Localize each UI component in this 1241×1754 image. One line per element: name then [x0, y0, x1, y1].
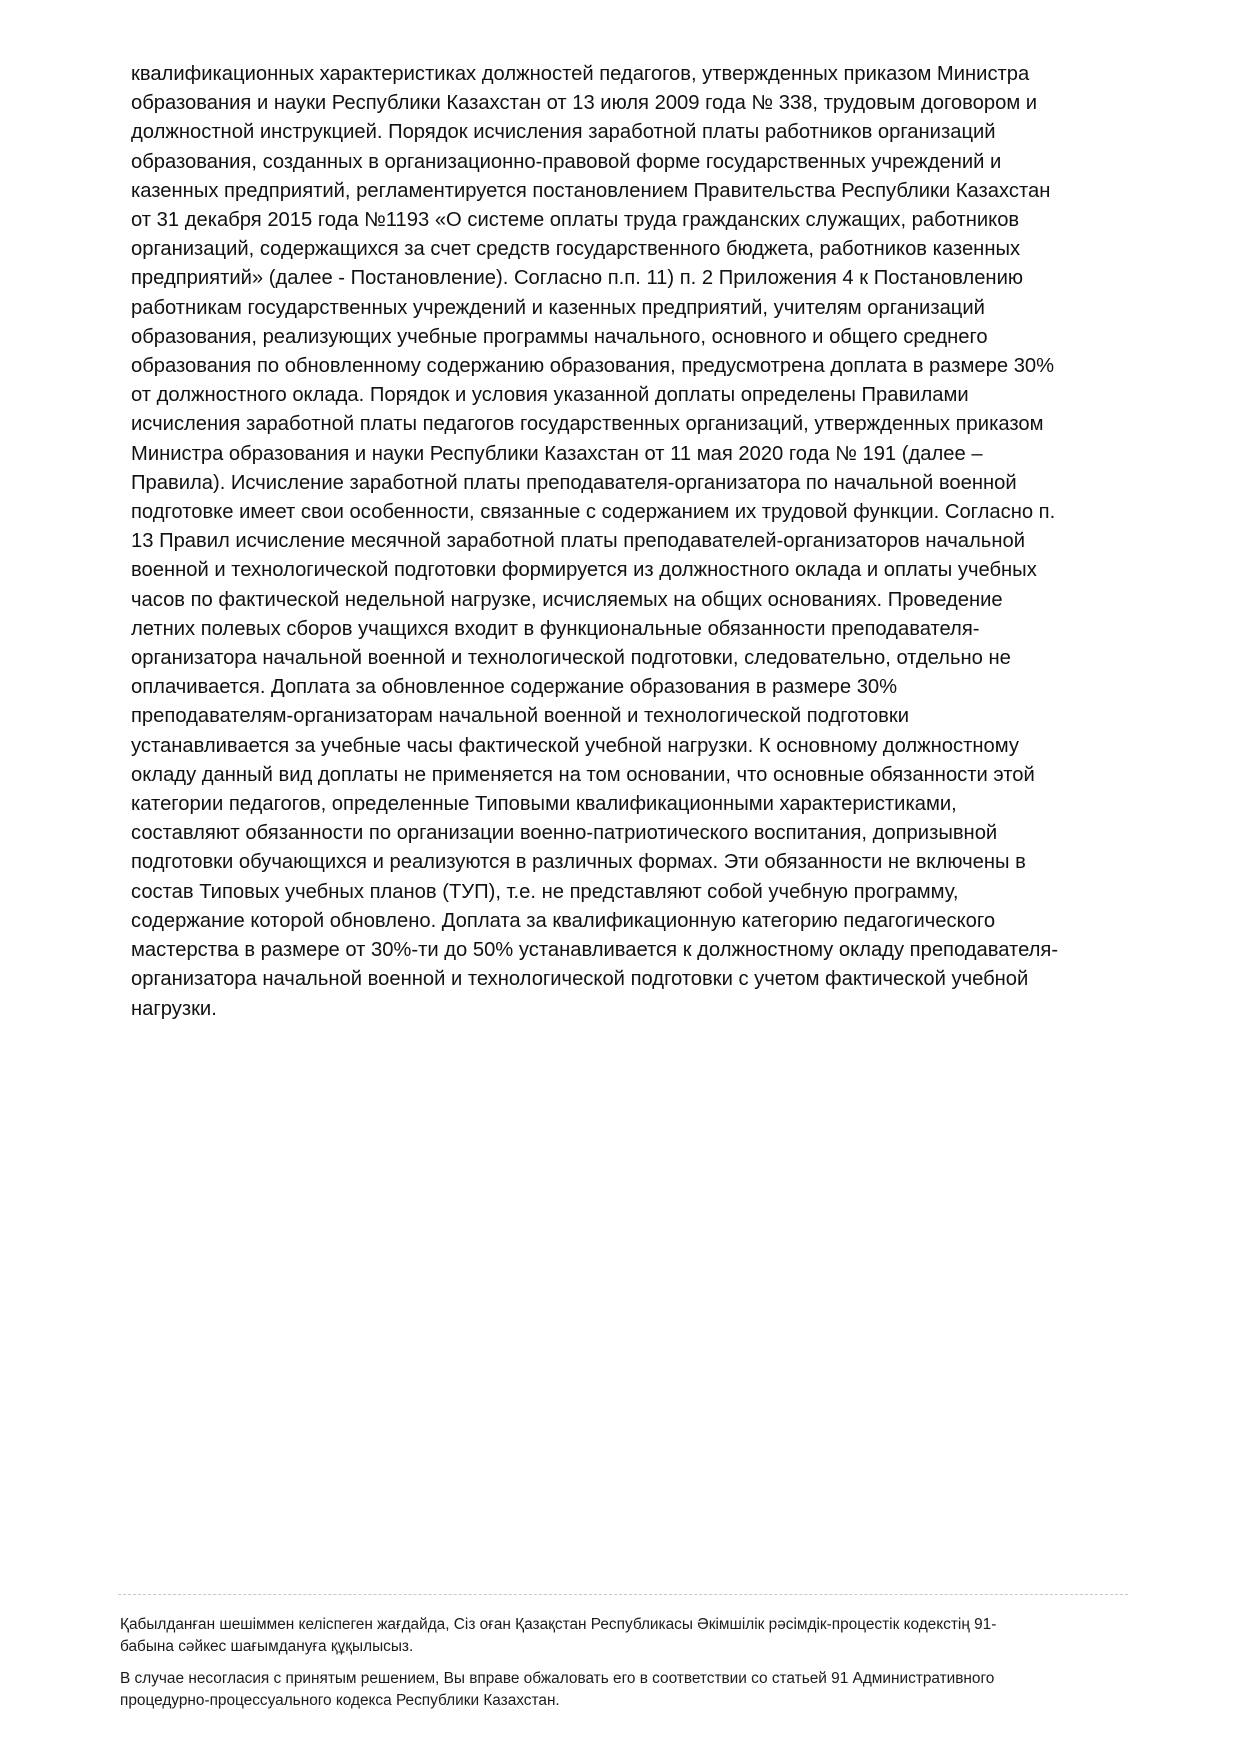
body-line: 13 Правил исчисление месячной заработной платы преподавателей-организаторов начальной	[131, 530, 1025, 553]
body-line: от должностного оклада. Порядок и условия указанной доплаты определены Правилами	[131, 384, 969, 407]
body-line: устанавливается за учебные часы фактической учебной нагрузки. К основному должностному	[131, 734, 1019, 757]
body-line: часов по фактической недельной нагрузке, исчисляемых на общих основаниях. Проведение	[131, 588, 1003, 611]
footer-kazakh-notice	[120, 1614, 1140, 1657]
footer-line: В случае несогласия с принятым решением, Вы вправе обжаловать его в соответствии со статьей 91 Административного	[120, 1670, 995, 1687]
body-line: категории педагогов, определенные Типовыми квалификационными характеристиками,	[131, 793, 957, 816]
footer-line: Қабылданған шешіммен келіспеген жағдайда, Сіз оған Қазақстан Республикасы Әкімшілік рәсімдік-процестік кодекстің 91-	[120, 1616, 997, 1633]
body-line: организаций, содержащихся за счет средств государственного бюджета, работников казенных	[131, 238, 1021, 261]
body-line: подготовке имеет свои особенности, связанные с содержанием их трудовой функции. Согласно п.	[131, 501, 1056, 524]
footer-notice	[120, 1614, 1140, 1722]
body-line: исчисления заработной платы педагогов государственных организаций, утвержденных приказом	[131, 413, 1044, 436]
body-line: работникам государственных учреждений и казенных предприятий, учителям организаций	[131, 296, 985, 319]
footer-line: бабына сәйкес шағымдануға құқылысыз.	[120, 1637, 414, 1655]
body-line: Правила). Исчисление заработной платы преподавателя-организатора по начальной военной	[131, 471, 1017, 494]
body-line: от 31 декабря 2015 года №1193 «О системе оплаты труда гражданских служащих, работников	[131, 209, 1020, 232]
body-line: преподавателям-организаторам начальной военной и технологической подготовки	[131, 705, 910, 728]
footer-divider	[118, 1594, 1128, 1595]
body-line: оплачивается. Доплата за обновленное содержание образования в размере 30%	[131, 676, 898, 699]
body-line: составляют обязанности по организации военно-патриотического воспитания, допризывной	[131, 822, 998, 845]
body-line: мастерства в размере от 30%-ти до 50% устанавливается к должностному окладу преподавателя-	[131, 939, 1059, 962]
body-line: содержание которой обновлено. Доплата за квалификационную категорию педагогического	[131, 909, 996, 932]
document-body-text	[131, 60, 1141, 1024]
body-line: окладу данный вид доплаты не применяется на том основании, что основные обязанности этой	[131, 763, 1035, 786]
body-line: образования, созданных в организационно-правовой форме государственных учреждений и	[131, 150, 1002, 173]
body-line: должностной инструкцией. Порядок исчисления заработной платы работников организаций	[131, 121, 996, 144]
body-line: образования по обновленному содержанию образования, предусмотрена доплата в размере 30%	[131, 355, 1055, 378]
body-line: организатора начальной военной и технологической подготовки с учетом фактической учебной	[131, 968, 1029, 991]
body-line: летних полевых сборов учащихся входит в функциональные обязанности преподавателя-	[131, 617, 980, 640]
body-line: квалификационных характеристиках должностей педагогов, утвержденных приказом Министра	[131, 63, 1030, 85]
body-line: Министра образования и науки Республики Казахстан от 11 мая 2020 года № 191 (далее –	[131, 442, 983, 465]
body-line: казенных предприятий, регламентируется постановлением Правительства Республики Казахстан	[131, 179, 1051, 202]
footer-russian-notice	[120, 1668, 1140, 1711]
body-line: организатора начальной военной и технологической подготовки, следовательно, отдельно не	[131, 647, 1011, 670]
body-line: подготовки обучающихся и реализуются в различных формах. Эти обязанности не включены в	[131, 851, 1026, 874]
body-line: образования, реализующих учебные программы начального, основного и общего среднего	[131, 325, 988, 348]
footer-line: процедурно-процессуального кодекса Республики Казахстан.	[120, 1691, 560, 1709]
body-line: военной и технологической подготовки формируется из должностного оклада и оплаты учебных	[131, 559, 1037, 582]
body-line: предприятий» (далее - Постановление). Согласно п.п. 11) п. 2 Приложения 4 к Постановлению	[131, 267, 1023, 290]
body-line: состав Типовых учебных планов (ТУП), т.е. не представляют собой учебную программу,	[131, 880, 959, 903]
body-line: образования и науки Республики Казахстан от 13 июля 2009 года № 338, трудовым договором и	[131, 92, 1038, 115]
body-line: нагрузки.	[131, 997, 217, 1020]
